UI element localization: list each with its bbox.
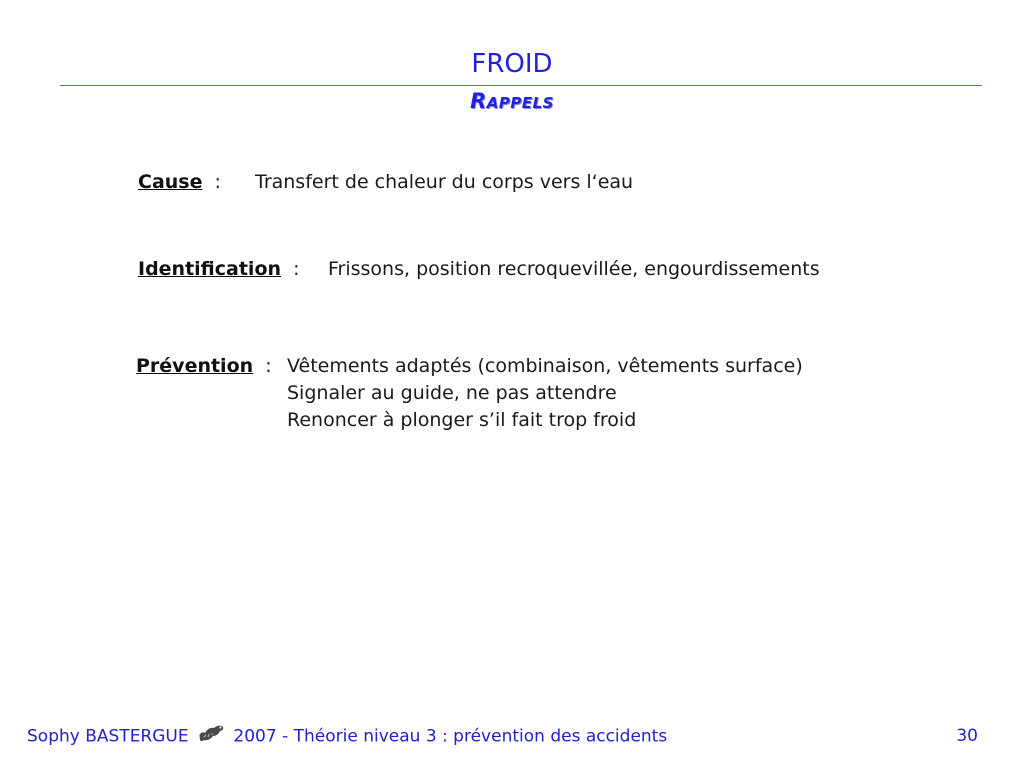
slide-title: FROID [471,49,553,79]
identification-term: Identification [138,258,282,280]
footer-author: Sophy BASTERGUE [27,726,189,747]
seahorse-icon [196,722,226,751]
prevention-colon: : [265,355,272,377]
identification-colon: : [293,258,300,280]
cause-term: Cause [138,171,203,193]
identification-row [138,256,299,282]
slide-subtitle: Rappels [470,89,554,113]
prevention-term: Prévention [136,355,254,377]
prevention-line-3: Renoncer à plonger s’il fait trop froid [287,409,637,431]
prevention-row [136,353,272,379]
cause-row [138,169,221,195]
footer-credit [27,722,667,751]
page-number: 30 [956,726,978,746]
prevention-line-1: Vêtements adaptés (combinaison, vêtements surface) [287,355,803,377]
cause-colon: : [214,171,221,193]
cause-description: Transfert de chaleur du corps vers l‘eau [255,171,634,193]
identification-description: Frissons, position recroquevillée, engourdissements [328,258,820,280]
footer-course: 2007 - Théorie niveau 3 : prévention des accidents [233,726,668,747]
prevention-line-2: Signaler au guide, ne pas attendre [287,382,617,404]
title-divider [60,85,982,86]
